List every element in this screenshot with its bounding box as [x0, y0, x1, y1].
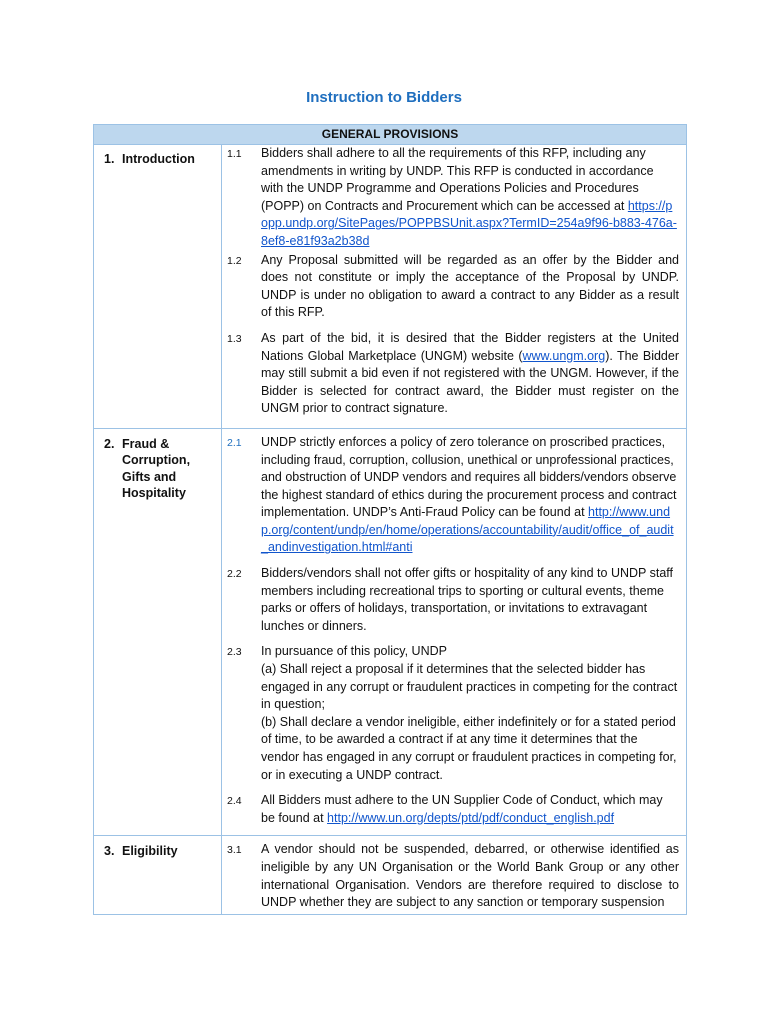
popp-link[interactable]: https://popp.undp.org/SitePages/POPPBSUnit.aspx?TermID=254a9f96-b883-476a-8ef8-e81f93a2b38d	[261, 198, 677, 248]
general-provisions-table	[93, 124, 687, 915]
clause-text	[261, 643, 679, 784]
section-eligibility	[94, 836, 686, 914]
section-body	[222, 836, 686, 913]
clause-text	[261, 145, 679, 251]
clause-2-2	[227, 565, 679, 635]
clause-body: UNDP strictly enforces a policy of zero tolerance on proscribed practices, including fraud, corruption, collusion, unethical or unprofessional practices, and obstruction of UNDP vendors and requires all bidders/vendors observe the highest standard of ethics during the procurement process and contract implementation. UNDP’s Anti-Fraud Policy can be found at	[261, 434, 677, 520]
clause-2-3	[227, 643, 679, 784]
clause-number: 3.1	[227, 844, 242, 857]
clause-number: 2.3	[227, 646, 242, 659]
clause-body: Bidders shall adhere to all the requirements of this RFP, including any amendments in writing by UNDP. This RFP is conducted in accordance with the UNDP Programme and Operations Policies and Procedures (POPP) on Contracts and Procurement which can be accessed at	[261, 146, 654, 213]
section-heading	[94, 145, 222, 428]
section-heading	[94, 836, 222, 913]
clause-text: Any Proposal submitted will be regarded as an offer by the Bidder and does not constitute or imply the acceptance of the Proposal by UNDP. UNDP is under no obligation to award a contract to any Bidder as a result of this RFP.	[261, 252, 679, 320]
section-title: Fraud & Corruption, Gifts and Hospitality	[122, 436, 191, 501]
clause-1-2	[227, 252, 679, 322]
section-number: 3.	[104, 844, 115, 859]
section-title: Eligibility	[122, 844, 178, 859]
anti-fraud-policy-link[interactable]: http://www.undp.org/content/undp/en/home/operations/accountability/audit/office_of_audit_andinvestigation.html#anti	[261, 505, 674, 555]
clause-text: A vendor should not be suspended, debarred, or otherwise identified as ineligible by any UN Organisation or the World Bank Group or any other international Organisation. Vendors are therefore required to disclose to UNDP whether they are subject to any sanction or temporary suspension	[261, 842, 679, 910]
document-title: Instruction to Bidders	[306, 89, 462, 106]
clause-item-a: (a) Shall reject a proposal if it determines that the selected bidder has engaged in any corrupt or fraudulent practices in competing for the contract in question;	[261, 662, 678, 712]
clause-body-end: ). The Bidder may still submit a bid even if not registered with the UNGM. However, if the Bidder is selected for contract award, the Bidder must register on the UNGM prior to contract signature.	[261, 348, 680, 416]
clause-1-1	[227, 145, 679, 251]
clause-number: 1.3	[227, 332, 242, 345]
clause-item-b: (b) Shall declare a vendor ineligible, either indefinitely or for a stated period of time, to be awarded a contract if at any time it determines that the vendor has engaged in any corrupt or fraudulent practices in competing for, or in executing a UNDP contract.	[261, 714, 677, 782]
clause-text	[261, 792, 679, 827]
supplier-code-link[interactable]: http://www.un.org/depts/ptd/pdf/conduct_english.pdf	[327, 810, 615, 825]
clause-body-start: As part of the bid, it is desired that the Bidder registers at the United Nations Global Marketplace (UNGM) website (	[261, 330, 679, 363]
clause-2-4	[227, 792, 679, 827]
clause-number: 2.2	[227, 568, 242, 581]
section-heading	[94, 429, 222, 835]
clause-text	[261, 330, 679, 418]
section-fraud	[94, 429, 686, 836]
clause-number: 2.1	[227, 436, 242, 449]
clause-number: 1.2	[227, 254, 242, 267]
clause-number: 2.4	[227, 795, 242, 808]
clause-2-1	[227, 434, 679, 557]
table-header: GENERAL PROVISIONS	[94, 125, 686, 145]
section-number: 1.	[104, 152, 115, 166]
clause-3-1	[227, 841, 679, 911]
ungm-link[interactable]: www.ungm.org	[522, 348, 606, 363]
clause-number: 1.1	[227, 148, 242, 160]
clause-text	[261, 434, 679, 557]
clause-body: All Bidders must adhere to the UN Supplier Code of Conduct, which may be found at	[261, 793, 663, 825]
section-body	[222, 429, 686, 835]
section-title: Introduction	[122, 152, 195, 166]
section-introduction	[94, 145, 686, 429]
section-body	[222, 145, 686, 428]
section-number: 2.	[104, 436, 115, 451]
clause-1-3	[227, 330, 679, 418]
clause-text: Bidders/vendors shall not offer gifts or hospitality of any kind to UNDP staff members including recreational trips to sporting or cultural events, theme parks or offers of holidays, transportation, or invitations to extravagant lunches or dinners.	[261, 566, 674, 633]
clause-intro: In pursuance of this policy, UNDP	[261, 644, 447, 659]
